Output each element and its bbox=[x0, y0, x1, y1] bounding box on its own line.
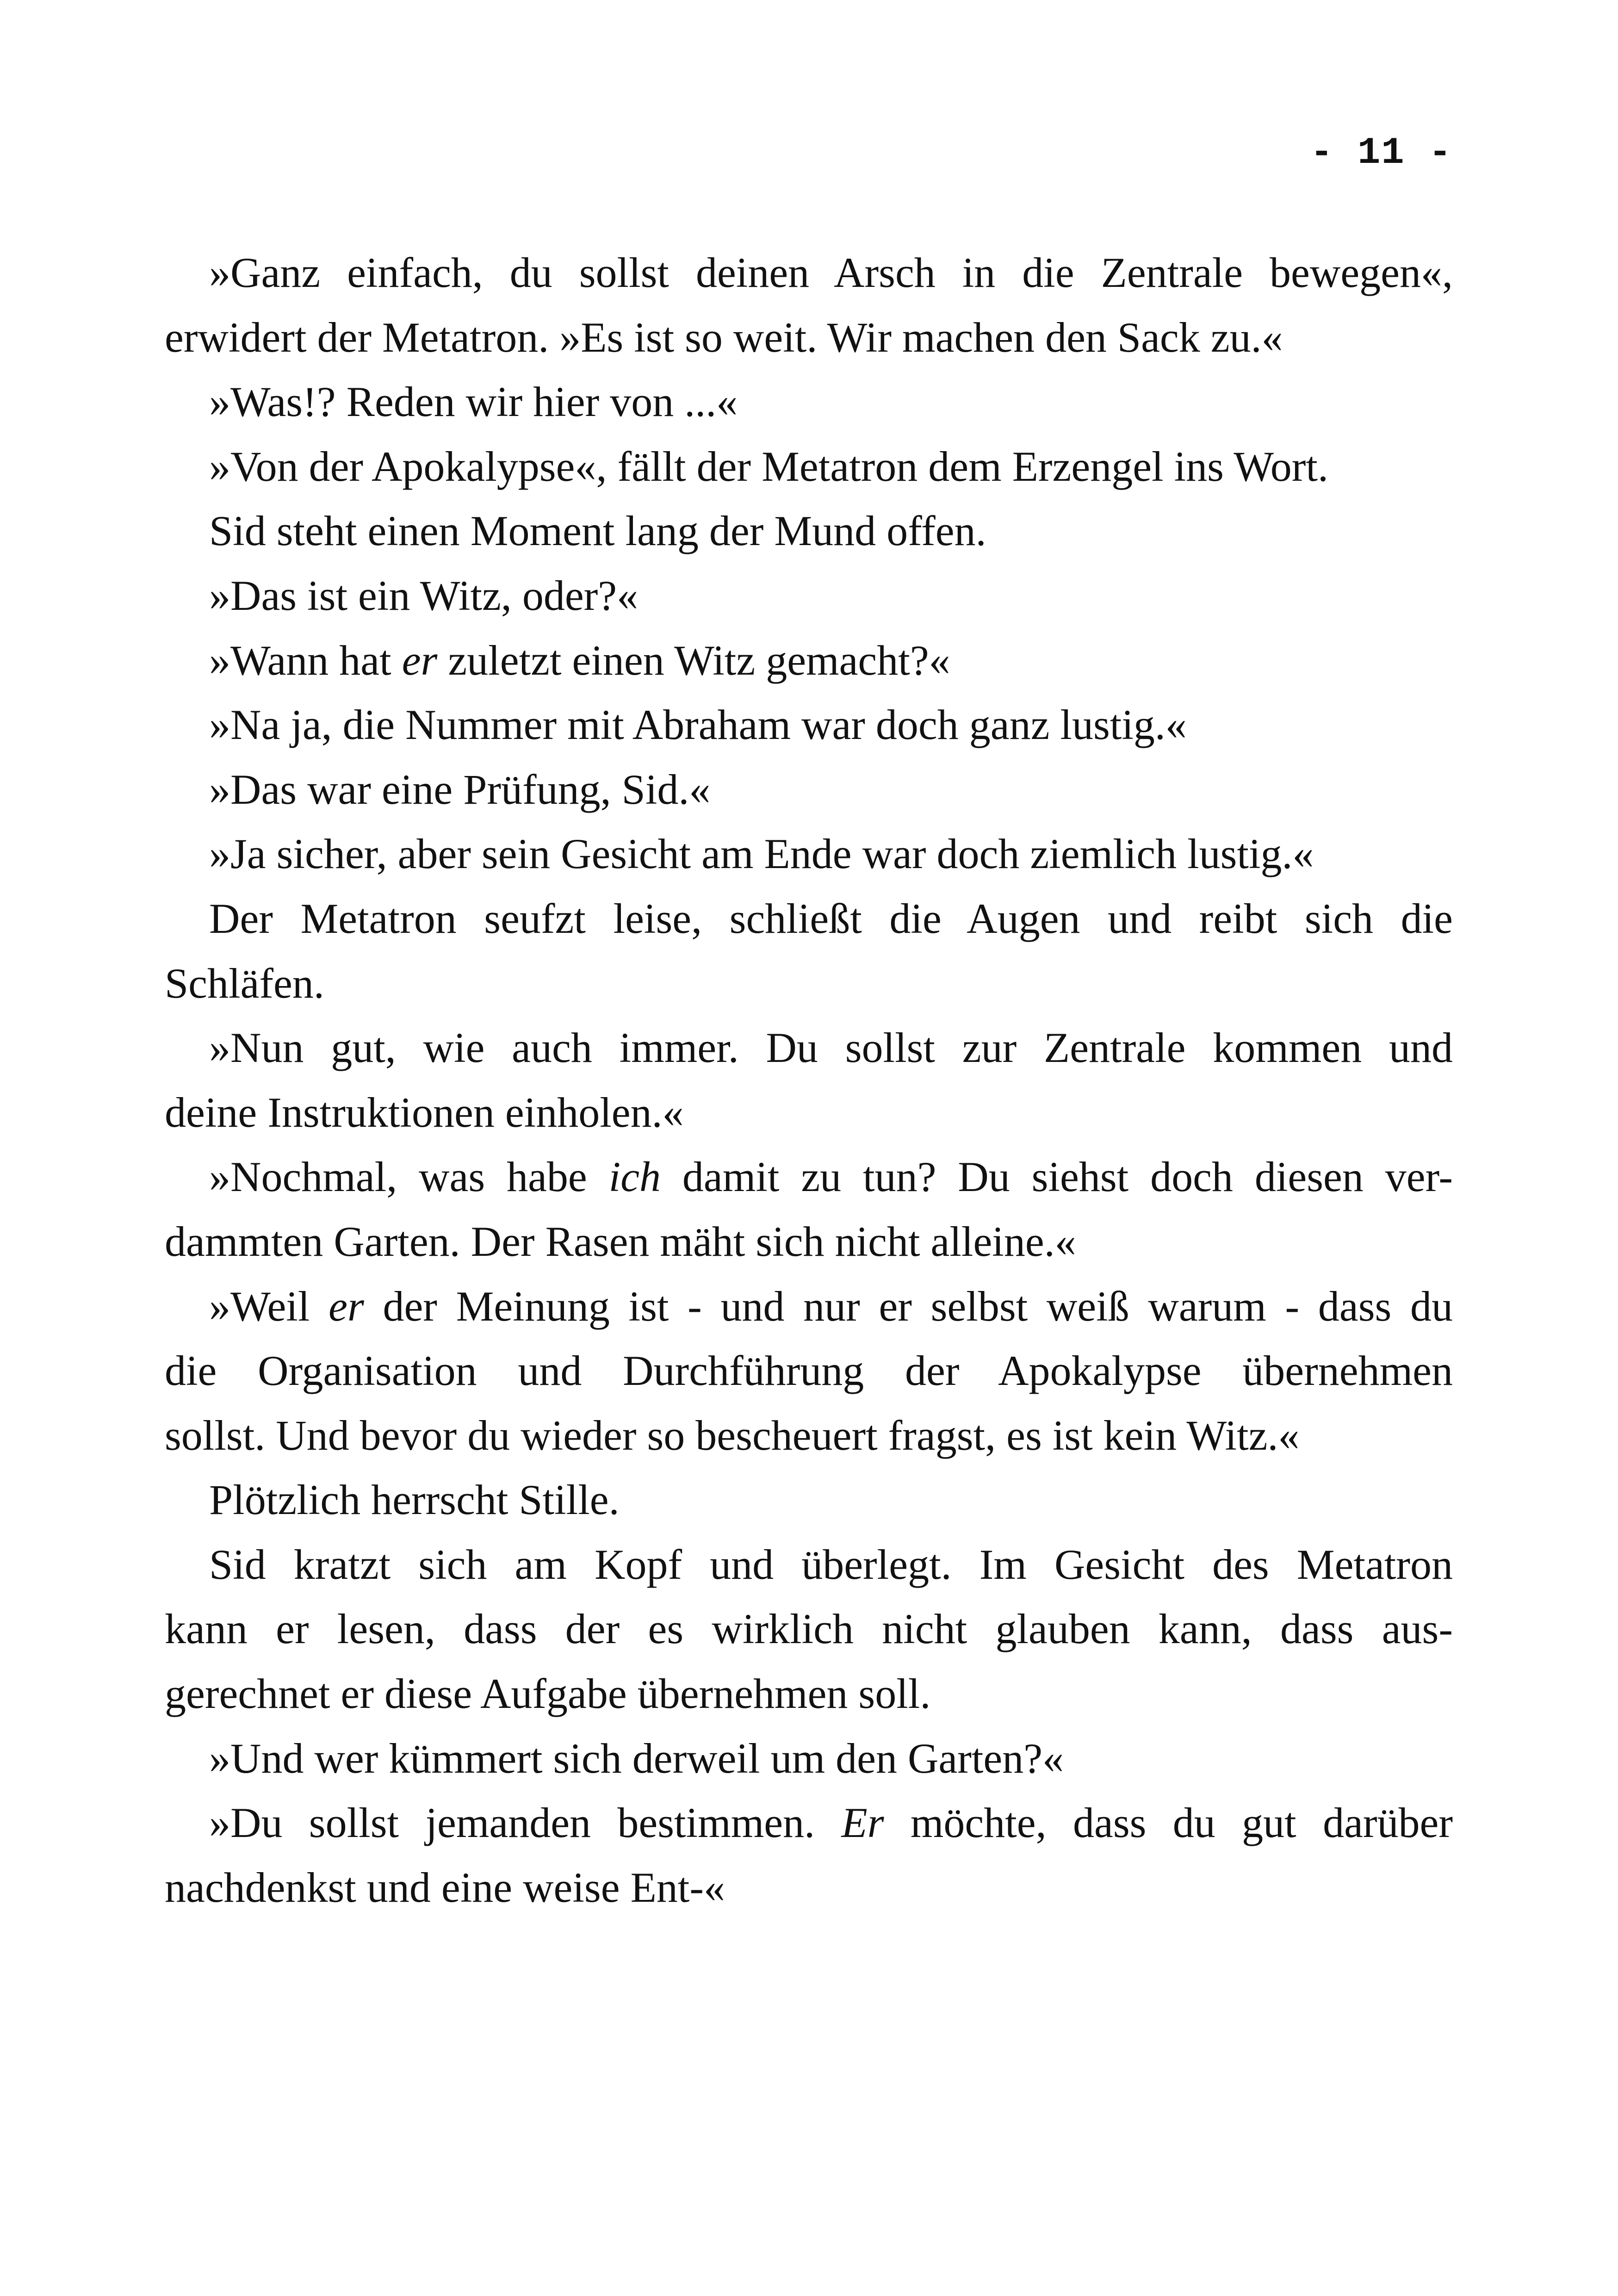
text-line: »Nun gut, wie auch immer. Du sollst zur Zentrale kommen und bbox=[209, 1024, 1453, 1072]
paragraph bbox=[165, 1145, 1453, 1274]
text-line: erwidert der Metatron. »Es ist so weit. Wir machen den Sack zu.« bbox=[165, 313, 1283, 361]
emphasis: er bbox=[402, 636, 438, 684]
text-line: dammten Garten. Der Rasen mäht sich nicht alleine.« bbox=[165, 1217, 1076, 1265]
text-line: nachdenkst und eine weise Ent-« bbox=[165, 1863, 725, 1911]
text-line: »Und wer kümmert sich derweil um den Garten?« bbox=[209, 1734, 1064, 1782]
text-line: die Organisation und Durchführung der Apokalypse übernehmen bbox=[165, 1347, 1453, 1395]
paragraph bbox=[165, 1016, 1453, 1145]
paragraph bbox=[165, 370, 1453, 434]
paragraph bbox=[165, 693, 1453, 757]
text-line: gerechnet er diese Aufgabe übernehmen soll. bbox=[165, 1670, 931, 1718]
paragraph bbox=[165, 757, 1453, 822]
paragraph bbox=[165, 564, 1453, 628]
text-line: »Ja sicher, aber sein Gesicht am Ende war doch ziemlich lustig.« bbox=[209, 830, 1314, 878]
book-text bbox=[165, 241, 1453, 1920]
text-line: sollst. Und bevor du wieder so bescheuert fragst, es ist kein Witz.« bbox=[165, 1411, 1300, 1459]
paragraph bbox=[165, 887, 1453, 1016]
text-line: Der Metatron seufzt leise, schließt die Augen und reibt sich die bbox=[209, 894, 1453, 942]
text-line: »Wann hat er zuletzt einen Witz gemacht?« bbox=[209, 636, 950, 684]
paragraph bbox=[165, 241, 1453, 370]
text-line: Sid kratzt sich am Kopf und überlegt. Im Gesicht des Metatron bbox=[209, 1540, 1453, 1588]
text-line: »Nochmal, was habe ich damit zu tun? Du siehst doch diesen ver- bbox=[209, 1153, 1453, 1201]
text-line: »Von der Apokalypse«, fällt der Metatron dem Erzengel ins Wort. bbox=[209, 442, 1328, 490]
text-line: Plötzlich herrscht Stille. bbox=[209, 1476, 620, 1524]
text-line: Sid steht einen Moment lang der Mund offen. bbox=[209, 507, 986, 555]
paragraph bbox=[165, 499, 1453, 564]
paragraph bbox=[165, 628, 1453, 693]
text-line: kann er lesen, dass der es wirklich nicht glauben kann, dass aus- bbox=[165, 1605, 1453, 1653]
emphasis: ich bbox=[608, 1153, 661, 1201]
paragraph bbox=[165, 434, 1453, 499]
paragraph bbox=[165, 1726, 1453, 1791]
text-line: »Du sollst jemanden bestimmen. Er möchte, dass du gut darüber bbox=[209, 1799, 1453, 1847]
text-line: »Das ist ein Witz, oder?« bbox=[209, 571, 639, 619]
text-line: »Na ja, die Nummer mit Abraham war doch ganz lustig.« bbox=[209, 701, 1187, 749]
paragraph bbox=[165, 1468, 1453, 1533]
text-line: »Ganz einfach, du sollst deinen Arsch in die Zentrale bewegen«, bbox=[209, 249, 1453, 296]
paragraph bbox=[165, 1274, 1453, 1468]
emphasis: er bbox=[329, 1282, 364, 1330]
page-number: - 11 - bbox=[1310, 131, 1452, 174]
text-line: »Das war eine Prüfung, Sid.« bbox=[209, 765, 711, 813]
paragraph bbox=[165, 1533, 1453, 1726]
text-line: »Weil er der Meinung ist - und nur er selbst weiß warum - dass du bbox=[209, 1282, 1453, 1330]
text-line: deine Instruktionen einholen.« bbox=[165, 1088, 684, 1136]
paragraph bbox=[165, 822, 1453, 887]
emphasis: Er bbox=[841, 1799, 884, 1847]
text-line: Schläfen. bbox=[165, 959, 324, 1007]
text-line: »Was!? Reden wir hier von ...« bbox=[209, 378, 738, 426]
paragraph bbox=[165, 1791, 1453, 1920]
